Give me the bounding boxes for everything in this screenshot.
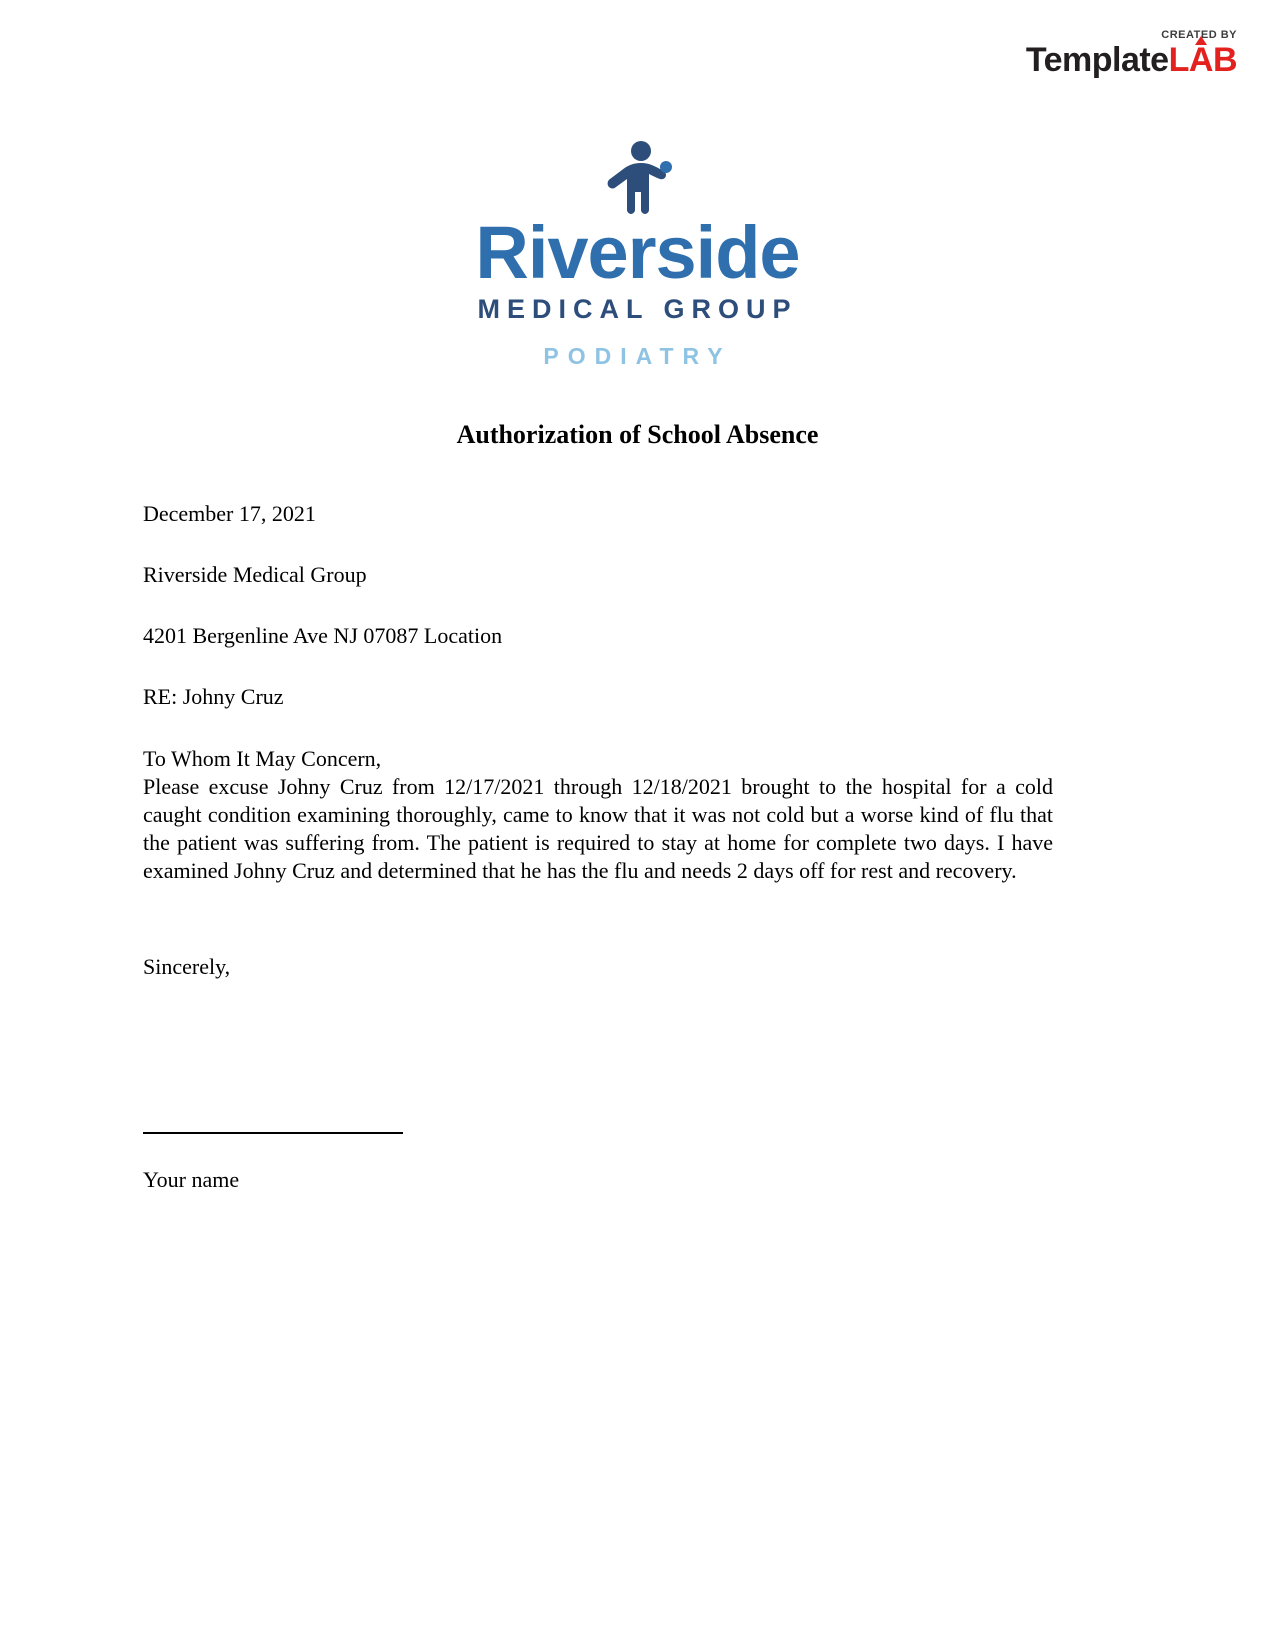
- logo-company-name: Riverside: [475, 211, 800, 294]
- logo-department: PODIATRY: [543, 343, 732, 370]
- watermark-b-text: B: [1212, 41, 1237, 79]
- letter-salutation: To Whom It May Concern,: [143, 745, 382, 771]
- templatelab-watermark: [1026, 30, 1237, 77]
- watermark-l-text: L: [1168, 41, 1189, 79]
- page-title: Authorization of School Absence: [456, 420, 819, 449]
- watermark-created-by-label: CREATED BY: [1161, 29, 1237, 41]
- watermark-a-wrap: [1189, 43, 1213, 77]
- logo-company-subtitle: MEDICAL GROUP: [477, 294, 798, 325]
- person-figure-icon: [600, 140, 676, 214]
- company-logo: [0, 140, 1275, 370]
- letter-re-line: RE: Johny Cruz: [143, 684, 284, 710]
- signature-line: [143, 1132, 403, 1134]
- letter-recipient-address: 4201 Bergenline Ave NJ 07087 Location: [143, 623, 503, 649]
- watermark-tick-icon: [1195, 36, 1207, 45]
- signature-name-label: Your name: [143, 1166, 240, 1192]
- watermark-wordmark: [1026, 43, 1237, 77]
- letter-closing: Sincerely,: [143, 954, 231, 980]
- watermark-a-text: A: [1188, 41, 1213, 79]
- letter-recipient-org: Riverside Medical Group: [143, 562, 367, 588]
- watermark-template-text: Template: [1025, 41, 1169, 79]
- letter-body: [143, 500, 1053, 1194]
- letter-paragraph: Please excuse Johny Cruz from 12/17/2021 through 12/18/2021 brought to the hospital for a cold caught condition examining thoroughly, came to know that it was not cold but a worse kind of flu that the patient was suffering from. The patient is required to stay at home for complete two days. I have examined Johny Cruz and determined that he has the flu and needs 2 days off for rest and recovery.: [143, 773, 1053, 884]
- letter-date: December 17, 2021: [143, 501, 316, 526]
